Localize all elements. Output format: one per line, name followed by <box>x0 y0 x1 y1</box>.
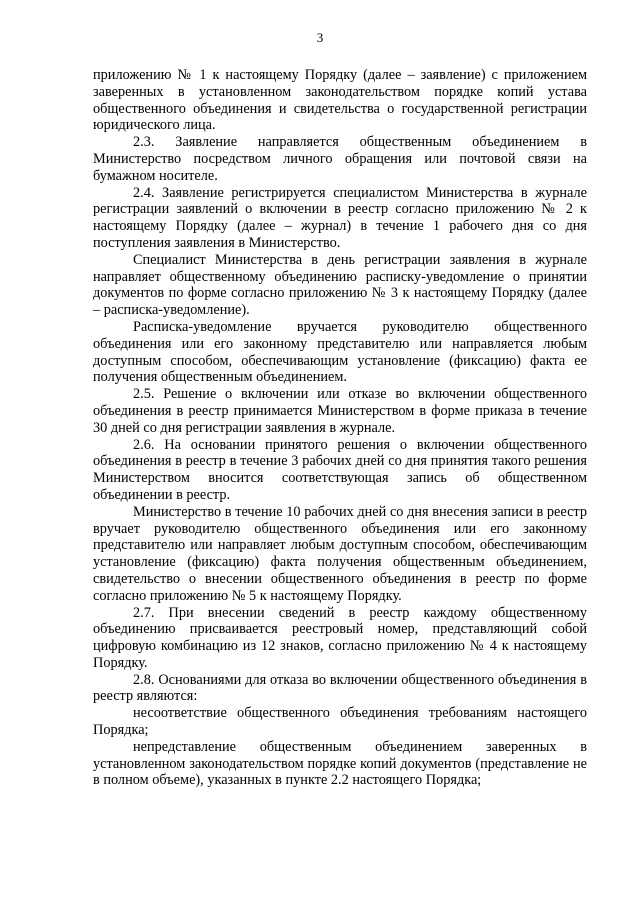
paragraph: непредставление общественным объединением заверенных в установленном законодательством порядке копий документов (представление не в полном объеме), указанных в пункте 2.2 настоящего Порядка; <box>93 738 587 789</box>
paragraph: 2.3. Заявление направляется общественным объединением в Министерство посредством личного обращения или почтовой связи на бумажном носителе. <box>93 134 587 184</box>
paragraph: Министерство в течение 10 рабочих дней со дня внесения записи в реестр вручает руководителю общественного объединения или его законному представителю или направляет любым доступным способом, обеспечивающим установление (фиксацию) факта получения общественным объединением, свидетельство о внесении общественного объединения в реестр по форме согласно приложению № 5 к настоящему Порядку. <box>93 503 587 604</box>
body-text <box>93 67 587 789</box>
paragraph: 2.8. Основаниями для отказа во включении общественного объединения в реестр являются: <box>93 671 587 705</box>
paragraph: приложению № 1 к настоящему Порядку (далее – заявление) с приложением заверенных в установленном законодательством порядке копий устава общественного объединения и свидетельства о государственной регистрации юридического лица. <box>93 67 587 134</box>
paragraph: Специалист Министерства в день регистрации заявления в журнале направляет общественному объединению расписку-уведомление о принятии документов по форме согласно приложению № 3 к настоящему Порядку (далее – расписка-уведомление). <box>93 251 587 319</box>
paragraph: 2.4. Заявление регистрируется специалистом Министерства в журнале регистрации заявлений о включении в реестр согласно приложению № 2 к настоящему Порядку (далее – журнал) в течение 1 рабочего дня со дня поступления заявления в Министерство. <box>93 184 587 251</box>
paragraph: несоответствие общественного объединения требованиям настоящего Порядка; <box>93 705 587 739</box>
paragraph: 2.7. При внесении сведений в реестр каждому общественному объединению присваивается реестровый номер, представляющий собой цифровую комбинацию из 12 знаков, согласно приложению № 4 к настоящему Порядку. <box>93 604 587 671</box>
page-number: 3 <box>316 30 324 45</box>
paragraph: 2.6. На основании принятого решения о включении общественного объединения в реестр в течение 3 рабочих дней со дня принятия такого решения Министерством вносится соответствующая запись об общественном объединении в реестр. <box>93 436 587 503</box>
paragraph: 2.5. Решение о включении или отказе во включении общественного объединения в реестр принимается Министерством в форме приказа в течение 30 дней со дня регистрации заявления в журнале. <box>93 386 587 436</box>
paragraph: Расписка-уведомление вручается руководителю общественного объединения или его законному представителю или направляется любым доступным способом, обеспечивающим установление (фиксацию) факта ее получения общественным объединением. <box>93 318 587 386</box>
